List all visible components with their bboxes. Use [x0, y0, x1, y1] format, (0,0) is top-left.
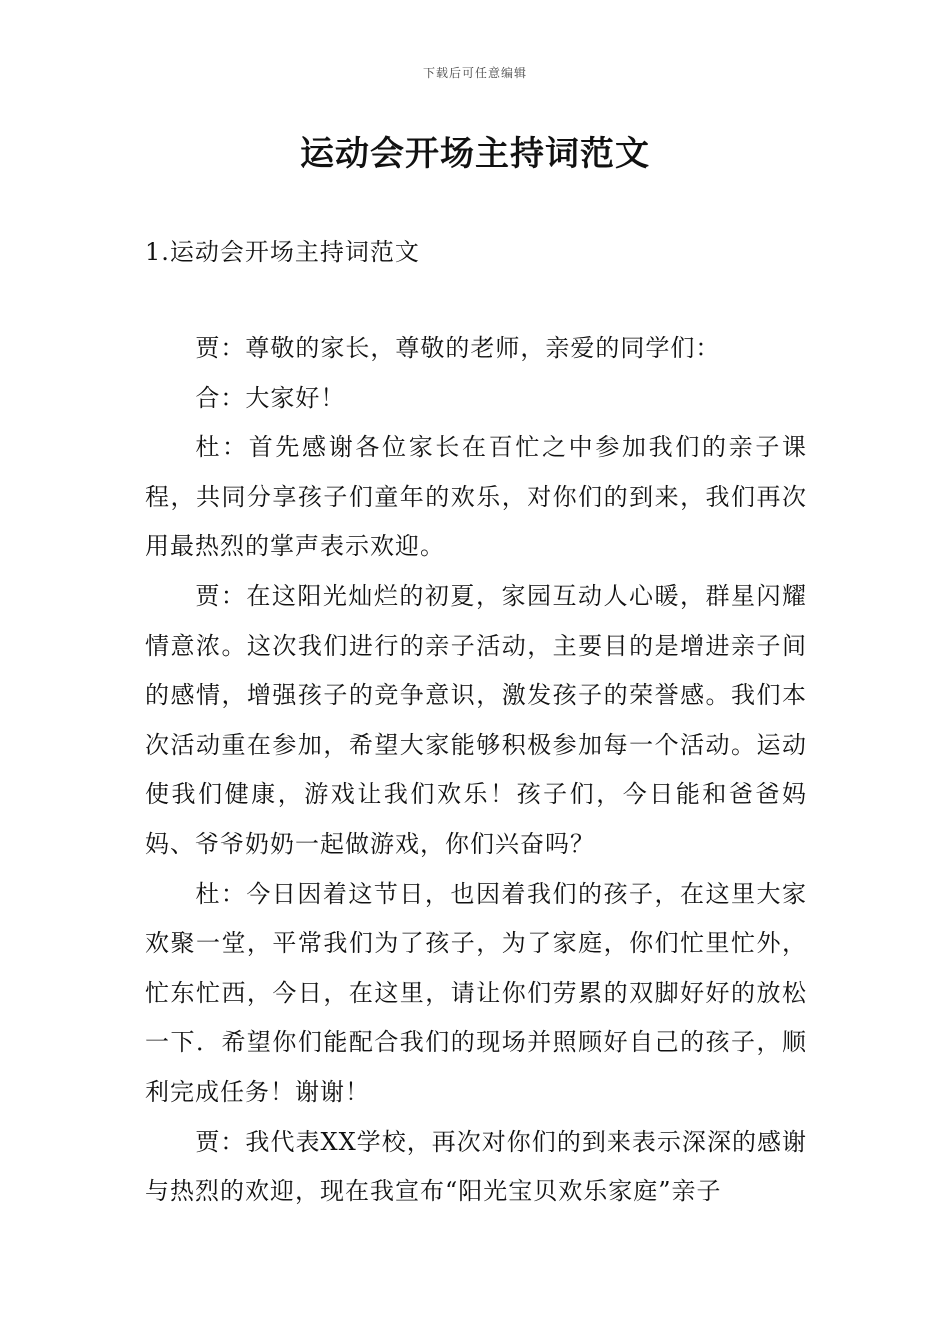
paragraph: 贾：在这阳光灿烂的初夏，家园互动人心暖，群星闪耀情意浓。这次我们进行的亲子活动，主要目的是增进亲子间的感情，增强孩子的竞争意识，激发孩子的荣誉感。我们本次活动重在参加，希望大家能够积极参加每一个活动。运动使我们健康，游戏让我们欢乐！孩子们，今日能和爸爸妈妈、爷爷奶奶一起做游戏，你们兴奋吗？ — [145, 581, 807, 858]
page-title: 运动会开场主持词范文 — [300, 134, 650, 174]
body-text — [145, 324, 807, 1217]
paragraph: 贾：尊敬的家长，尊敬的老师，亲爱的同学们： — [195, 334, 721, 362]
header-note: 下载后可任意编辑 — [422, 66, 527, 80]
section-heading: 1.运动会开场主持词范文 — [145, 238, 420, 266]
paragraph: 贾：我代表XX学校，再次对你们的到来表示深深的感谢与热烈的欢迎，现在我宣布“阳光宝贝欢乐家庭”亲子 — [145, 1127, 807, 1206]
paragraph: 杜：今日因着这节日，也因着我们的孩子，在这里大家欢聚一堂，平常我们为了孩子，为了家庭，你们忙里忙外，忙东忙西，今日，在这里，请让你们劳累的双脚好好的放松一下．希望你们能配合我们的现场并照顾好自己的孩子，顺利完成任务！谢谢！ — [145, 879, 807, 1106]
paragraph: 杜：首先感谢各位家长在百忙之中参加我们的亲子课程，共同分享孩子们童年的欢乐，对你们的到来，我们再次用最热烈的掌声表示欢迎。 — [145, 433, 807, 561]
paragraph: 合：大家好！ — [195, 383, 346, 412]
